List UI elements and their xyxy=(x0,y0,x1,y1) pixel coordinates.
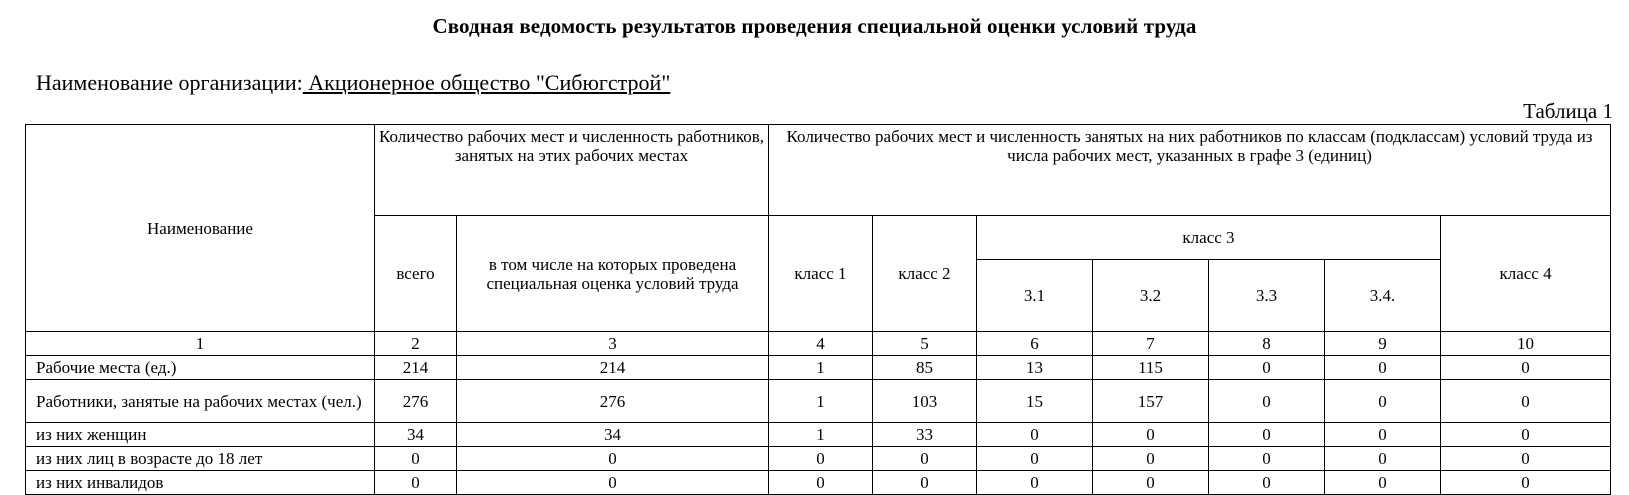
table-cell: 0 xyxy=(977,471,1093,495)
table-cell: 0 xyxy=(1441,447,1611,471)
column-number: 2 xyxy=(375,332,457,356)
organization-name: Акционерное общество "Сибюгстрой" xyxy=(302,70,671,95)
table-cell: 0 xyxy=(1325,356,1441,380)
table-cell: 115 xyxy=(1093,356,1209,380)
document-title: Сводная ведомость результатов проведения специальной оценки условий труда xyxy=(432,14,1197,38)
table-cell: 0 xyxy=(1209,380,1325,423)
row-name: из них инвалидов xyxy=(26,471,375,495)
table-cell: 276 xyxy=(375,380,457,423)
table-cell: 0 xyxy=(977,423,1093,447)
table-row xyxy=(26,423,1611,447)
table-cell: 0 xyxy=(1441,423,1611,447)
table-number: Таблица 1 xyxy=(1523,99,1613,123)
table-cell: 33 xyxy=(873,423,977,447)
table-cell: 214 xyxy=(457,356,769,380)
table-cell: 13 xyxy=(977,356,1093,380)
table-cell: 0 xyxy=(457,447,769,471)
header-assessed: в том числе на которых проведена специальная оценка условий труда xyxy=(457,216,769,332)
table-cell: 0 xyxy=(1325,380,1441,423)
table-cell: 0 xyxy=(1325,471,1441,495)
table-cell: 0 xyxy=(873,471,977,495)
column-number: 3 xyxy=(457,332,769,356)
table-row xyxy=(26,447,1611,471)
table-cell: 103 xyxy=(873,380,977,423)
column-number: 10 xyxy=(1441,332,1611,356)
header-total: всего xyxy=(375,216,457,332)
table-cell: 1 xyxy=(769,356,873,380)
organization-line xyxy=(36,70,670,96)
column-number: 9 xyxy=(1325,332,1441,356)
table-cell: 0 xyxy=(1441,380,1611,423)
table-row xyxy=(26,471,1611,495)
header-class-2: класс 2 xyxy=(873,216,977,332)
table-cell: 0 xyxy=(873,447,977,471)
header-class-4: класс 4 xyxy=(1441,216,1611,332)
header-subclass-3-1: 3.1 xyxy=(977,260,1093,332)
table-cell: 0 xyxy=(769,471,873,495)
column-number: 7 xyxy=(1093,332,1209,356)
table-cell: 0 xyxy=(1325,423,1441,447)
header-classes-group: Количество рабочих мест и численность занятых на них работников по классам (подклассам) условий труда из числа рабочих мест, указанных в графе 3 (единиц) xyxy=(769,125,1611,216)
column-number-row xyxy=(26,332,1611,356)
header-class-1: класс 1 xyxy=(769,216,873,332)
table-cell: 0 xyxy=(977,447,1093,471)
row-name: из них лиц в возрасте до 18 лет xyxy=(26,447,375,471)
column-number: 4 xyxy=(769,332,873,356)
table-cell: 34 xyxy=(375,423,457,447)
table-cell: 1 xyxy=(769,423,873,447)
table-cell: 0 xyxy=(457,471,769,495)
table-cell: 0 xyxy=(375,471,457,495)
table-row xyxy=(26,380,1611,423)
table-cell: 15 xyxy=(977,380,1093,423)
column-number: 1 xyxy=(26,332,375,356)
header-subclass-3-2: 3.2 xyxy=(1093,260,1209,332)
table-cell: 0 xyxy=(1209,447,1325,471)
table-cell: 0 xyxy=(1209,423,1325,447)
header-subclass-3-3: 3.3 xyxy=(1209,260,1325,332)
table-cell: 214 xyxy=(375,356,457,380)
header-row xyxy=(26,125,1611,216)
table-cell: 34 xyxy=(457,423,769,447)
table-cell: 0 xyxy=(769,447,873,471)
table-row xyxy=(26,356,1611,380)
row-name: из них женщин xyxy=(26,423,375,447)
column-number: 6 xyxy=(977,332,1093,356)
table-cell: 157 xyxy=(1093,380,1209,423)
table-cell: 0 xyxy=(1441,356,1611,380)
table-cell: 1 xyxy=(769,380,873,423)
table-cell: 0 xyxy=(1209,356,1325,380)
column-number: 8 xyxy=(1209,332,1325,356)
table-cell: 0 xyxy=(1209,471,1325,495)
summary-table xyxy=(25,124,1611,495)
header-name: Наименование xyxy=(26,125,375,332)
row-name: Рабочие места (ед.) xyxy=(26,356,375,380)
table-cell: 0 xyxy=(1325,447,1441,471)
table-cell: 0 xyxy=(1093,447,1209,471)
column-number: 5 xyxy=(873,332,977,356)
table-cell: 85 xyxy=(873,356,977,380)
table-cell: 276 xyxy=(457,380,769,423)
header-class-3: класс 3 xyxy=(977,216,1441,260)
table-cell: 0 xyxy=(1093,423,1209,447)
organization-label: Наименование организации: xyxy=(36,70,303,95)
header-subclass-3-4: 3.4. xyxy=(1325,260,1441,332)
table-cell: 0 xyxy=(1093,471,1209,495)
row-name: Работники, занятые на рабочих местах (чел.) xyxy=(26,380,375,423)
table-cell: 0 xyxy=(375,447,457,471)
table-cell: 0 xyxy=(1441,471,1611,495)
header-workplaces-group: Количество рабочих мест и численность работников, занятых на этих рабочих местах xyxy=(375,125,769,216)
